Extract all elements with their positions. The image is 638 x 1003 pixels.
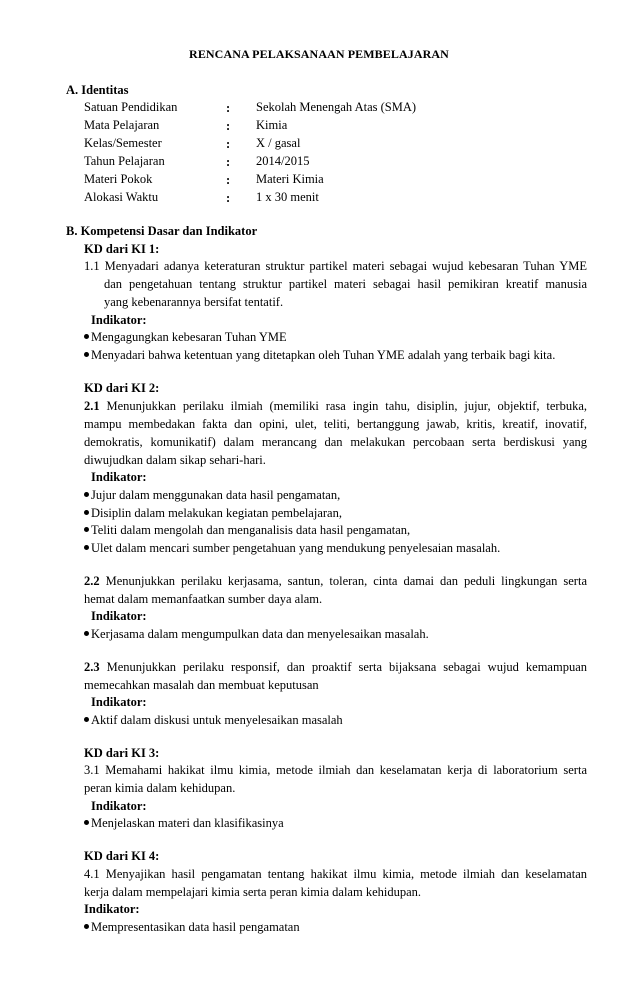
- kd-3-1-line: 3.1 Memahami hakikat ilmu kimia, metode ilmiah dan keselamatan kerja di laboratorium serta: [84, 763, 587, 777]
- identitas-value: Materi Kimia: [256, 172, 324, 186]
- identitas-value: 2014/2015: [256, 154, 310, 168]
- indikator-label: Indikator:: [84, 902, 140, 916]
- indikator-item: Menyadari bahwa ketentuan yang ditetapkan oleh Tuhan YME adalah yang terbaik bagi kita.: [84, 347, 555, 363]
- identitas-colon: :: [226, 191, 231, 205]
- kd-2-1-line: demokratis, komunikatif) dalam merancang dan melakukan percobaan serta berdiskusi yang: [84, 435, 587, 449]
- bullet-icon: [84, 492, 89, 497]
- indikator-item: Jujur dalam menggunakan data hasil pengamatan,: [84, 487, 340, 503]
- ki2-heading: KD dari KI 2:: [84, 381, 160, 395]
- kd-2-3-line: memecahkan masalah dan membuat keputusan: [84, 678, 319, 692]
- identitas-value: X / gasal: [256, 136, 301, 150]
- section-kompetensi-heading: B. Kompetensi Dasar dan Indikator: [66, 224, 258, 238]
- section-identitas-heading: A. Identitas: [66, 83, 129, 97]
- identitas-colon: :: [226, 173, 231, 187]
- identitas-label: Materi Pokok: [84, 172, 153, 186]
- identitas-label: Kelas/Semester: [84, 136, 162, 150]
- identitas-value: Kimia: [256, 118, 288, 132]
- identitas-colon: :: [226, 155, 231, 169]
- indikator-item: Ulet dalam mencari sumber pengetahuan yang mendukung penyelesaian masalah.: [84, 540, 500, 556]
- kd-2-3-line: 2.3 Menunjukkan perilaku responsif, dan proaktif serta bijaksana sebagai wujud kemampuan: [84, 660, 588, 674]
- ki3-heading: KD dari KI 3:: [84, 746, 160, 760]
- kd-1-1-line: 1.1 Menyadari adanya keteraturan struktur partikel materi sebagai wujud kebesaran Tuhan YME: [84, 259, 587, 273]
- bullet-icon: [84, 631, 89, 636]
- indikator-item: Kerjasama dalam mengumpulkan data dan menyelesaikan masalah.: [84, 626, 429, 642]
- bullet-icon: [84, 510, 89, 515]
- identitas-label: Alokasi Waktu: [84, 190, 159, 204]
- identitas-value: Sekolah Menengah Atas (SMA): [256, 100, 417, 114]
- indikator-item: Teliti dalam mengolah dan menganalisis data hasil pengamatan,: [84, 522, 410, 538]
- kd-1-1-line: dan pengetahuan tentang struktur partikel materi sebagai hasil pemikiran kreatif manusia: [104, 277, 587, 291]
- indikator-label: Indikator:: [91, 695, 147, 709]
- document-title: RENCANA PELAKSANAAN PEMBELAJARAN: [189, 47, 449, 61]
- identitas-label: Mata Pelajaran: [84, 118, 160, 132]
- kd-2-1-line: mampu membedakan fakta dan opini, ulet, teliti, bertanggung jawab, kritis, kreatif, inovatif,: [84, 417, 587, 431]
- indikator-item: Menjelaskan materi dan klasifikasinya: [84, 815, 284, 831]
- ki4-heading: KD dari KI 4:: [84, 849, 160, 863]
- kd-2-2-line: hemat dalam memanfaatkan sumber daya alam.: [84, 592, 323, 606]
- indikator-label: Indikator:: [91, 799, 147, 813]
- indikator-item: Mengagungkan kebesaran Tuhan YME: [84, 329, 287, 345]
- identitas-value: 1 x 30 menit: [256, 190, 319, 204]
- identitas-colon: :: [226, 101, 231, 115]
- bullet-icon: [84, 545, 89, 550]
- kd-1-1-line: yang kebenarannya bersifat tentatif.: [104, 295, 284, 309]
- bullet-icon: [84, 527, 89, 532]
- ki1-heading: KD dari KI 1:: [84, 242, 160, 256]
- identitas-label: Satuan Pendidikan: [84, 100, 178, 114]
- kd-3-1-line: peran kimia dalam kehidupan.: [84, 781, 236, 795]
- indikator-label: Indikator:: [91, 609, 147, 623]
- kd-4-1-line: kerja dalam mempelajari kimia serta peran kimia dalam kehidupan.: [84, 885, 422, 899]
- indikator-item: Mempresentasikan data hasil pengamatan: [84, 919, 300, 935]
- indikator-item: Aktif dalam diskusi untuk menyelesaikan masalah: [84, 712, 343, 728]
- indikator-label: Indikator:: [91, 313, 147, 327]
- identitas-label: Tahun Pelajaran: [84, 154, 165, 168]
- kd-4-1-line: 4.1 Menyajikan hasil pengamatan tentang hakikat ilmu kimia, metode ilmiah dan keselamatan: [84, 867, 587, 881]
- bullet-icon: [84, 352, 89, 357]
- indikator-item: Disiplin dalam melakukan kegiatan pembelajaran,: [84, 505, 342, 521]
- bullet-icon: [84, 820, 89, 825]
- kd-2-1-line: diwujudkan dalam sikap sehari-hari.: [84, 453, 266, 467]
- bullet-icon: [84, 717, 89, 722]
- identitas-colon: :: [226, 137, 231, 151]
- indikator-label: Indikator:: [91, 470, 147, 484]
- bullet-icon: [84, 924, 89, 929]
- kd-2-1-line: 2.1 Menunjukkan perilaku ilmiah (memiliki rasa ingin tahu, disiplin, jujur, objektif, terbuka,: [84, 399, 587, 413]
- identitas-colon: :: [226, 119, 231, 133]
- kd-2-2-line: 2.2 Menunjukkan perilaku kerjasama, santun, toleran, cinta damai dan peduli lingkungan serta: [84, 574, 587, 588]
- bullet-icon: [84, 334, 89, 339]
